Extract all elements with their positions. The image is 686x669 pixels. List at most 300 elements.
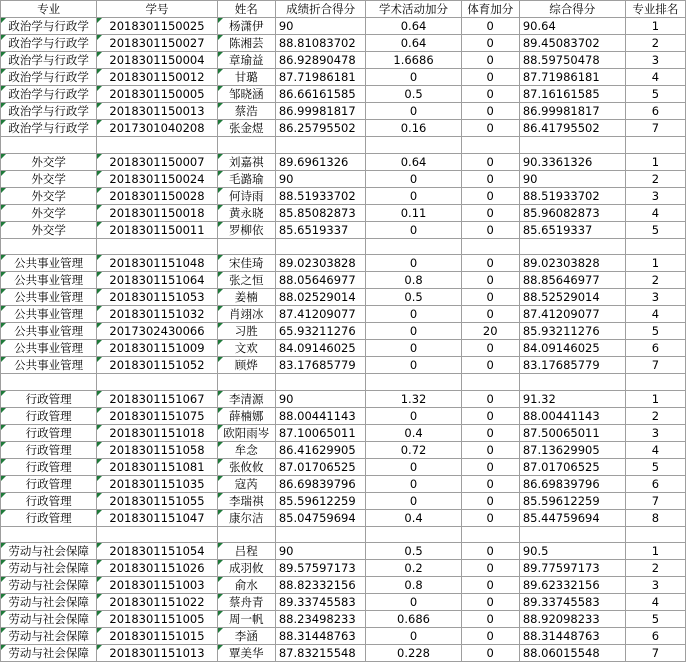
empty-cell[interactable] — [97, 526, 217, 543]
rank-cell[interactable]: 8 — [625, 509, 685, 526]
total-score-cell[interactable]: 89.45083702 — [519, 35, 625, 52]
sports-bonus-cell[interactable]: 0 — [461, 492, 519, 509]
name-cell[interactable]: 寇芮 — [217, 475, 275, 492]
score-cell[interactable]: 65.93211276 — [275, 323, 366, 340]
sports-bonus-cell[interactable]: 0 — [461, 594, 519, 611]
student-id-cell[interactable]: 2018301151015 — [97, 628, 217, 645]
name-cell[interactable]: 李瑞祺 — [217, 492, 275, 509]
major-cell[interactable]: 劳动与社会保障 — [1, 543, 97, 560]
major-cell[interactable]: 公共事业管理 — [1, 357, 97, 374]
major-cell[interactable]: 外交学 — [1, 170, 97, 187]
sports-bonus-cell[interactable]: 0 — [461, 628, 519, 645]
name-cell[interactable]: 习胜 — [217, 323, 275, 340]
sports-bonus-cell[interactable]: 0 — [461, 103, 519, 120]
sports-bonus-cell[interactable]: 0 — [461, 221, 519, 238]
total-score-cell[interactable]: 88.06015548 — [519, 645, 625, 662]
rank-cell[interactable]: 6 — [625, 340, 685, 357]
major-cell[interactable]: 政治学与行政学 — [1, 86, 97, 103]
total-score-cell[interactable]: 88.52529014 — [519, 289, 625, 306]
score-cell[interactable]: 86.41629905 — [275, 441, 366, 458]
empty-cell[interactable] — [97, 137, 217, 154]
student-id-cell[interactable]: 2018301151054 — [97, 543, 217, 560]
academic-bonus-cell[interactable]: 0 — [366, 69, 461, 86]
rank-cell[interactable]: 3 — [625, 289, 685, 306]
score-cell[interactable]: 89.6961326 — [275, 153, 366, 170]
sports-bonus-cell[interactable]: 0 — [461, 560, 519, 577]
empty-cell[interactable] — [275, 374, 366, 391]
major-cell[interactable]: 外交学 — [1, 153, 97, 170]
total-score-cell[interactable]: 84.09146025 — [519, 340, 625, 357]
academic-bonus-cell[interactable]: 0 — [366, 340, 461, 357]
sports-bonus-cell[interactable]: 0 — [461, 272, 519, 289]
empty-cell[interactable] — [461, 526, 519, 543]
major-cell[interactable]: 政治学与行政学 — [1, 35, 97, 52]
major-cell[interactable]: 外交学 — [1, 204, 97, 221]
student-id-cell[interactable]: 2018301150018 — [97, 204, 217, 221]
sports-bonus-cell[interactable]: 0 — [461, 153, 519, 170]
score-cell[interactable]: 90 — [275, 170, 366, 187]
empty-cell[interactable] — [1, 238, 97, 255]
sports-bonus-cell[interactable]: 0 — [461, 187, 519, 204]
major-cell[interactable]: 公共事业管理 — [1, 306, 97, 323]
sports-bonus-cell[interactable]: 0 — [461, 407, 519, 424]
score-cell[interactable]: 85.85082873 — [275, 204, 366, 221]
score-cell[interactable]: 85.04759694 — [275, 509, 366, 526]
major-cell[interactable]: 行政管理 — [1, 390, 97, 407]
total-score-cell[interactable]: 85.59612259 — [519, 492, 625, 509]
header-student-id[interactable]: 学号 — [97, 1, 217, 18]
sports-bonus-cell[interactable]: 0 — [461, 35, 519, 52]
name-cell[interactable]: 文欢 — [217, 340, 275, 357]
major-cell[interactable]: 劳动与社会保障 — [1, 560, 97, 577]
major-cell[interactable]: 行政管理 — [1, 441, 97, 458]
rank-cell[interactable]: 7 — [625, 120, 685, 137]
total-score-cell[interactable]: 87.16161585 — [519, 86, 625, 103]
rank-cell[interactable]: 3 — [625, 52, 685, 69]
sports-bonus-cell[interactable]: 0 — [461, 458, 519, 475]
name-cell[interactable]: 牟念 — [217, 441, 275, 458]
rank-cell[interactable]: 2 — [625, 407, 685, 424]
major-cell[interactable]: 政治学与行政学 — [1, 120, 97, 137]
name-cell[interactable]: 覃美华 — [217, 645, 275, 662]
name-cell[interactable]: 薛楠娜 — [217, 407, 275, 424]
score-cell[interactable]: 88.31448763 — [275, 628, 366, 645]
academic-bonus-cell[interactable]: 0 — [366, 221, 461, 238]
name-cell[interactable]: 毛潞瑜 — [217, 170, 275, 187]
header-name[interactable]: 姓名 — [217, 1, 275, 18]
name-cell[interactable]: 姜楠 — [217, 289, 275, 306]
total-score-cell[interactable]: 90.5 — [519, 543, 625, 560]
empty-cell[interactable] — [519, 137, 625, 154]
rank-cell[interactable]: 6 — [625, 475, 685, 492]
total-score-cell[interactable]: 91.32 — [519, 390, 625, 407]
score-cell[interactable]: 88.81083702 — [275, 35, 366, 52]
empty-cell[interactable] — [1, 526, 97, 543]
student-id-cell[interactable]: 2018301151064 — [97, 272, 217, 289]
major-cell[interactable]: 行政管理 — [1, 492, 97, 509]
sports-bonus-cell[interactable]: 0 — [461, 170, 519, 187]
sports-bonus-cell[interactable]: 0 — [461, 69, 519, 86]
rank-cell[interactable]: 1 — [625, 390, 685, 407]
student-id-cell[interactable]: 2018301151067 — [97, 390, 217, 407]
student-id-cell[interactable]: 2018301151032 — [97, 306, 217, 323]
name-cell[interactable]: 罗柳依 — [217, 221, 275, 238]
major-cell[interactable]: 外交学 — [1, 187, 97, 204]
sports-bonus-cell[interactable]: 0 — [461, 18, 519, 35]
total-score-cell[interactable]: 88.31448763 — [519, 628, 625, 645]
academic-bonus-cell[interactable]: 0 — [366, 475, 461, 492]
total-score-cell[interactable]: 85.96082873 — [519, 204, 625, 221]
total-score-cell[interactable]: 90.64 — [519, 18, 625, 35]
header-sports-bonus[interactable]: 体育加分 — [461, 1, 519, 18]
academic-bonus-cell[interactable]: 0 — [366, 187, 461, 204]
name-cell[interactable]: 张金煜 — [217, 120, 275, 137]
score-cell[interactable]: 90 — [275, 18, 366, 35]
student-id-cell[interactable]: 2018301150007 — [97, 153, 217, 170]
student-id-cell[interactable]: 2018301150027 — [97, 35, 217, 52]
sports-bonus-cell[interactable]: 0 — [461, 441, 519, 458]
empty-cell[interactable] — [625, 238, 685, 255]
rank-cell[interactable]: 3 — [625, 424, 685, 441]
major-cell[interactable]: 公共事业管理 — [1, 323, 97, 340]
academic-bonus-cell[interactable]: 0 — [366, 170, 461, 187]
score-cell[interactable]: 87.01706525 — [275, 458, 366, 475]
rank-cell[interactable]: 5 — [625, 86, 685, 103]
student-id-cell[interactable]: 2018301151058 — [97, 441, 217, 458]
academic-bonus-cell[interactable]: 1.6686 — [366, 52, 461, 69]
total-score-cell[interactable]: 89.62332156 — [519, 577, 625, 594]
name-cell[interactable]: 章瑜益 — [217, 52, 275, 69]
rank-cell[interactable]: 5 — [625, 458, 685, 475]
total-score-cell[interactable]: 90.3361326 — [519, 153, 625, 170]
total-score-cell[interactable]: 88.85646977 — [519, 272, 625, 289]
major-cell[interactable]: 公共事业管理 — [1, 272, 97, 289]
name-cell[interactable]: 欧阳雨岑 — [217, 424, 275, 441]
student-id-cell[interactable]: 2018301151053 — [97, 289, 217, 306]
score-cell[interactable]: 86.99981817 — [275, 103, 366, 120]
name-cell[interactable]: 蔡浩 — [217, 103, 275, 120]
sports-bonus-cell[interactable]: 0 — [461, 577, 519, 594]
total-score-cell[interactable]: 85.93211276 — [519, 323, 625, 340]
total-score-cell[interactable]: 88.92098233 — [519, 611, 625, 628]
academic-bonus-cell[interactable]: 0.2 — [366, 560, 461, 577]
major-cell[interactable]: 公共事业管理 — [1, 255, 97, 272]
score-cell[interactable]: 85.59612259 — [275, 492, 366, 509]
sports-bonus-cell[interactable]: 0 — [461, 204, 519, 221]
major-cell[interactable]: 公共事业管理 — [1, 340, 97, 357]
rank-cell[interactable]: 4 — [625, 204, 685, 221]
student-id-cell[interactable]: 2018301151035 — [97, 475, 217, 492]
total-score-cell[interactable]: 88.51933702 — [519, 187, 625, 204]
rank-cell[interactable]: 1 — [625, 153, 685, 170]
score-cell[interactable]: 88.05646977 — [275, 272, 366, 289]
total-score-cell[interactable]: 86.99981817 — [519, 103, 625, 120]
score-cell[interactable]: 88.02529014 — [275, 289, 366, 306]
name-cell[interactable]: 吕程 — [217, 543, 275, 560]
sports-bonus-cell[interactable]: 20 — [461, 323, 519, 340]
academic-bonus-cell[interactable]: 0.64 — [366, 35, 461, 52]
total-score-cell[interactable]: 86.69839796 — [519, 475, 625, 492]
score-cell[interactable]: 86.25795502 — [275, 120, 366, 137]
academic-bonus-cell[interactable]: 0.8 — [366, 577, 461, 594]
rank-cell[interactable]: 6 — [625, 103, 685, 120]
score-cell[interactable]: 90 — [275, 390, 366, 407]
empty-cell[interactable] — [625, 137, 685, 154]
sports-bonus-cell[interactable]: 0 — [461, 340, 519, 357]
academic-bonus-cell[interactable]: 0.16 — [366, 120, 461, 137]
student-id-cell[interactable]: 2018301151052 — [97, 357, 217, 374]
total-score-cell[interactable]: 86.41795502 — [519, 120, 625, 137]
rank-cell[interactable]: 7 — [625, 645, 685, 662]
student-id-cell[interactable]: 2018301151026 — [97, 560, 217, 577]
name-cell[interactable]: 俞水 — [217, 577, 275, 594]
major-cell[interactable]: 行政管理 — [1, 475, 97, 492]
student-id-cell[interactable]: 2018301150012 — [97, 69, 217, 86]
student-id-cell[interactable]: 2018301150028 — [97, 187, 217, 204]
sports-bonus-cell[interactable]: 0 — [461, 543, 519, 560]
total-score-cell[interactable]: 85.6519337 — [519, 221, 625, 238]
total-score-cell[interactable]: 87.13629905 — [519, 441, 625, 458]
empty-cell[interactable] — [366, 137, 461, 154]
score-cell[interactable]: 87.10065011 — [275, 424, 366, 441]
major-cell[interactable]: 行政管理 — [1, 424, 97, 441]
score-cell[interactable]: 88.82332156 — [275, 577, 366, 594]
total-score-cell[interactable]: 90 — [519, 170, 625, 187]
sports-bonus-cell[interactable]: 0 — [461, 306, 519, 323]
major-cell[interactable]: 劳动与社会保障 — [1, 645, 97, 662]
sports-bonus-cell[interactable]: 0 — [461, 120, 519, 137]
rank-cell[interactable]: 5 — [625, 221, 685, 238]
total-score-cell[interactable]: 88.59750478 — [519, 52, 625, 69]
rank-cell[interactable]: 4 — [625, 69, 685, 86]
score-cell[interactable]: 87.71986181 — [275, 69, 366, 86]
academic-bonus-cell[interactable]: 0 — [366, 323, 461, 340]
empty-cell[interactable] — [1, 137, 97, 154]
sports-bonus-cell[interactable]: 0 — [461, 509, 519, 526]
student-id-cell[interactable]: 2017301040208 — [97, 120, 217, 137]
major-cell[interactable]: 劳动与社会保障 — [1, 577, 97, 594]
academic-bonus-cell[interactable]: 0.5 — [366, 86, 461, 103]
academic-bonus-cell[interactable]: 1.32 — [366, 390, 461, 407]
rank-cell[interactable]: 4 — [625, 441, 685, 458]
student-id-cell[interactable]: 2018301151022 — [97, 594, 217, 611]
sports-bonus-cell[interactable]: 0 — [461, 289, 519, 306]
sports-bonus-cell[interactable]: 0 — [461, 52, 519, 69]
name-cell[interactable]: 张攸攸 — [217, 458, 275, 475]
major-cell[interactable]: 行政管理 — [1, 407, 97, 424]
rank-cell[interactable]: 1 — [625, 255, 685, 272]
major-cell[interactable]: 政治学与行政学 — [1, 69, 97, 86]
academic-bonus-cell[interactable]: 0.11 — [366, 204, 461, 221]
rank-cell[interactable]: 7 — [625, 357, 685, 374]
score-cell[interactable]: 86.66161585 — [275, 86, 366, 103]
academic-bonus-cell[interactable]: 0.64 — [366, 153, 461, 170]
name-cell[interactable]: 蔡舟青 — [217, 594, 275, 611]
academic-bonus-cell[interactable]: 0.4 — [366, 509, 461, 526]
major-cell[interactable]: 行政管理 — [1, 458, 97, 475]
academic-bonus-cell[interactable]: 0.64 — [366, 18, 461, 35]
empty-cell[interactable] — [366, 374, 461, 391]
name-cell[interactable]: 周一帆 — [217, 611, 275, 628]
student-id-cell[interactable]: 2018301150005 — [97, 86, 217, 103]
score-cell[interactable]: 88.51933702 — [275, 187, 366, 204]
sports-bonus-cell[interactable]: 0 — [461, 86, 519, 103]
rank-cell[interactable]: 1 — [625, 18, 685, 35]
name-cell[interactable]: 张之恒 — [217, 272, 275, 289]
empty-cell[interactable] — [275, 526, 366, 543]
score-cell[interactable]: 84.09146025 — [275, 340, 366, 357]
total-score-cell[interactable]: 85.44759694 — [519, 509, 625, 526]
empty-cell[interactable] — [625, 374, 685, 391]
score-cell[interactable]: 89.57597173 — [275, 560, 366, 577]
score-cell[interactable]: 90 — [275, 543, 366, 560]
major-cell[interactable]: 行政管理 — [1, 509, 97, 526]
rank-cell[interactable]: 2 — [625, 35, 685, 52]
academic-bonus-cell[interactable]: 0 — [366, 628, 461, 645]
academic-bonus-cell[interactable]: 0 — [366, 594, 461, 611]
student-id-cell[interactable]: 2018301150024 — [97, 170, 217, 187]
header-major[interactable]: 专业 — [1, 1, 97, 18]
name-cell[interactable]: 黄永晓 — [217, 204, 275, 221]
score-cell[interactable]: 89.33745583 — [275, 594, 366, 611]
rank-cell[interactable]: 7 — [625, 492, 685, 509]
major-cell[interactable]: 劳动与社会保障 — [1, 611, 97, 628]
rank-cell[interactable]: 4 — [625, 306, 685, 323]
empty-cell[interactable] — [366, 238, 461, 255]
empty-cell[interactable] — [461, 137, 519, 154]
student-id-cell[interactable]: 2018301151018 — [97, 424, 217, 441]
major-cell[interactable]: 政治学与行政学 — [1, 103, 97, 120]
empty-cell[interactable] — [519, 374, 625, 391]
empty-cell[interactable] — [217, 137, 275, 154]
academic-bonus-cell[interactable]: 0.228 — [366, 645, 461, 662]
rank-cell[interactable]: 2 — [625, 560, 685, 577]
major-cell[interactable]: 外交学 — [1, 221, 97, 238]
empty-cell[interactable] — [275, 137, 366, 154]
empty-cell[interactable] — [217, 238, 275, 255]
rank-cell[interactable]: 2 — [625, 170, 685, 187]
academic-bonus-cell[interactable]: 0 — [366, 492, 461, 509]
sports-bonus-cell[interactable]: 0 — [461, 645, 519, 662]
header-score[interactable]: 成绩折合得分 — [275, 1, 366, 18]
major-cell[interactable]: 劳动与社会保障 — [1, 594, 97, 611]
student-id-cell[interactable]: 2018301150004 — [97, 52, 217, 69]
empty-cell[interactable] — [519, 526, 625, 543]
name-cell[interactable]: 刘嘉祺 — [217, 153, 275, 170]
empty-cell[interactable] — [217, 374, 275, 391]
academic-bonus-cell[interactable]: 0.8 — [366, 272, 461, 289]
rank-cell[interactable]: 1 — [625, 543, 685, 560]
academic-bonus-cell[interactable]: 0.4 — [366, 424, 461, 441]
score-cell[interactable]: 83.17685779 — [275, 357, 366, 374]
academic-bonus-cell[interactable]: 0 — [366, 458, 461, 475]
score-cell[interactable]: 85.6519337 — [275, 221, 366, 238]
total-score-cell[interactable]: 87.01706525 — [519, 458, 625, 475]
name-cell[interactable]: 宋佳琦 — [217, 255, 275, 272]
academic-bonus-cell[interactable]: 0.72 — [366, 441, 461, 458]
score-cell[interactable]: 86.92890478 — [275, 52, 366, 69]
sports-bonus-cell[interactable]: 0 — [461, 390, 519, 407]
student-id-cell[interactable]: 2018301151009 — [97, 340, 217, 357]
name-cell[interactable]: 甘璐 — [217, 69, 275, 86]
student-id-cell[interactable]: 2018301151075 — [97, 407, 217, 424]
total-score-cell[interactable]: 89.77597173 — [519, 560, 625, 577]
total-score-cell[interactable]: 87.71986181 — [519, 69, 625, 86]
sports-bonus-cell[interactable]: 0 — [461, 255, 519, 272]
header-total-score[interactable]: 综合得分 — [519, 1, 625, 18]
rank-cell[interactable]: 5 — [625, 323, 685, 340]
academic-bonus-cell[interactable]: 0.5 — [366, 289, 461, 306]
name-cell[interactable]: 成羽攸 — [217, 560, 275, 577]
student-id-cell[interactable]: 2018301151005 — [97, 611, 217, 628]
major-cell[interactable]: 政治学与行政学 — [1, 18, 97, 35]
rank-cell[interactable]: 2 — [625, 272, 685, 289]
sports-bonus-cell[interactable]: 0 — [461, 611, 519, 628]
name-cell[interactable]: 杨潇伊 — [217, 18, 275, 35]
total-score-cell[interactable]: 83.17685779 — [519, 357, 625, 374]
score-cell[interactable]: 86.69839796 — [275, 475, 366, 492]
major-cell[interactable]: 劳动与社会保障 — [1, 628, 97, 645]
name-cell[interactable]: 李清源 — [217, 390, 275, 407]
student-id-cell[interactable]: 2018301151055 — [97, 492, 217, 509]
name-cell[interactable]: 李涵 — [217, 628, 275, 645]
sports-bonus-cell[interactable]: 0 — [461, 357, 519, 374]
rank-cell[interactable]: 4 — [625, 594, 685, 611]
name-cell[interactable]: 康尔洁 — [217, 509, 275, 526]
academic-bonus-cell[interactable]: 0 — [366, 103, 461, 120]
academic-bonus-cell[interactable]: 0 — [366, 357, 461, 374]
empty-cell[interactable] — [461, 374, 519, 391]
student-id-cell[interactable]: 2018301151048 — [97, 255, 217, 272]
rank-cell[interactable]: 3 — [625, 577, 685, 594]
major-cell[interactable]: 公共事业管理 — [1, 289, 97, 306]
student-id-cell[interactable]: 2018301150011 — [97, 221, 217, 238]
empty-cell[interactable] — [461, 238, 519, 255]
student-id-cell[interactable]: 2018301150025 — [97, 18, 217, 35]
rank-cell[interactable]: 6 — [625, 628, 685, 645]
header-academic-bonus[interactable]: 学术活动加分 — [366, 1, 461, 18]
academic-bonus-cell[interactable]: 0 — [366, 306, 461, 323]
empty-cell[interactable] — [217, 526, 275, 543]
total-score-cell[interactable]: 89.02303828 — [519, 255, 625, 272]
academic-bonus-cell[interactable]: 0 — [366, 255, 461, 272]
name-cell[interactable]: 何诗雨 — [217, 187, 275, 204]
total-score-cell[interactable]: 89.33745583 — [519, 594, 625, 611]
academic-bonus-cell[interactable]: 0 — [366, 407, 461, 424]
academic-bonus-cell[interactable]: 0.5 — [366, 543, 461, 560]
header-rank[interactable]: 专业排名 — [625, 1, 685, 18]
total-score-cell[interactable]: 88.00441143 — [519, 407, 625, 424]
empty-cell[interactable] — [625, 526, 685, 543]
student-id-cell[interactable]: 2018301150013 — [97, 103, 217, 120]
major-cell[interactable]: 政治学与行政学 — [1, 52, 97, 69]
student-id-cell[interactable]: 2018301151081 — [97, 458, 217, 475]
total-score-cell[interactable]: 87.50065011 — [519, 424, 625, 441]
sports-bonus-cell[interactable]: 0 — [461, 475, 519, 492]
student-id-cell[interactable]: 2018301151003 — [97, 577, 217, 594]
score-cell[interactable]: 87.41209077 — [275, 306, 366, 323]
name-cell[interactable]: 邹晓涵 — [217, 86, 275, 103]
empty-cell[interactable] — [1, 374, 97, 391]
student-id-cell[interactable]: 2018301151013 — [97, 645, 217, 662]
empty-cell[interactable] — [366, 526, 461, 543]
student-id-cell[interactable]: 2017302430066 — [97, 323, 217, 340]
empty-cell[interactable] — [519, 238, 625, 255]
empty-cell[interactable] — [97, 374, 217, 391]
total-score-cell[interactable]: 87.41209077 — [519, 306, 625, 323]
name-cell[interactable]: 肖翊冰 — [217, 306, 275, 323]
score-cell[interactable]: 87.83215548 — [275, 645, 366, 662]
